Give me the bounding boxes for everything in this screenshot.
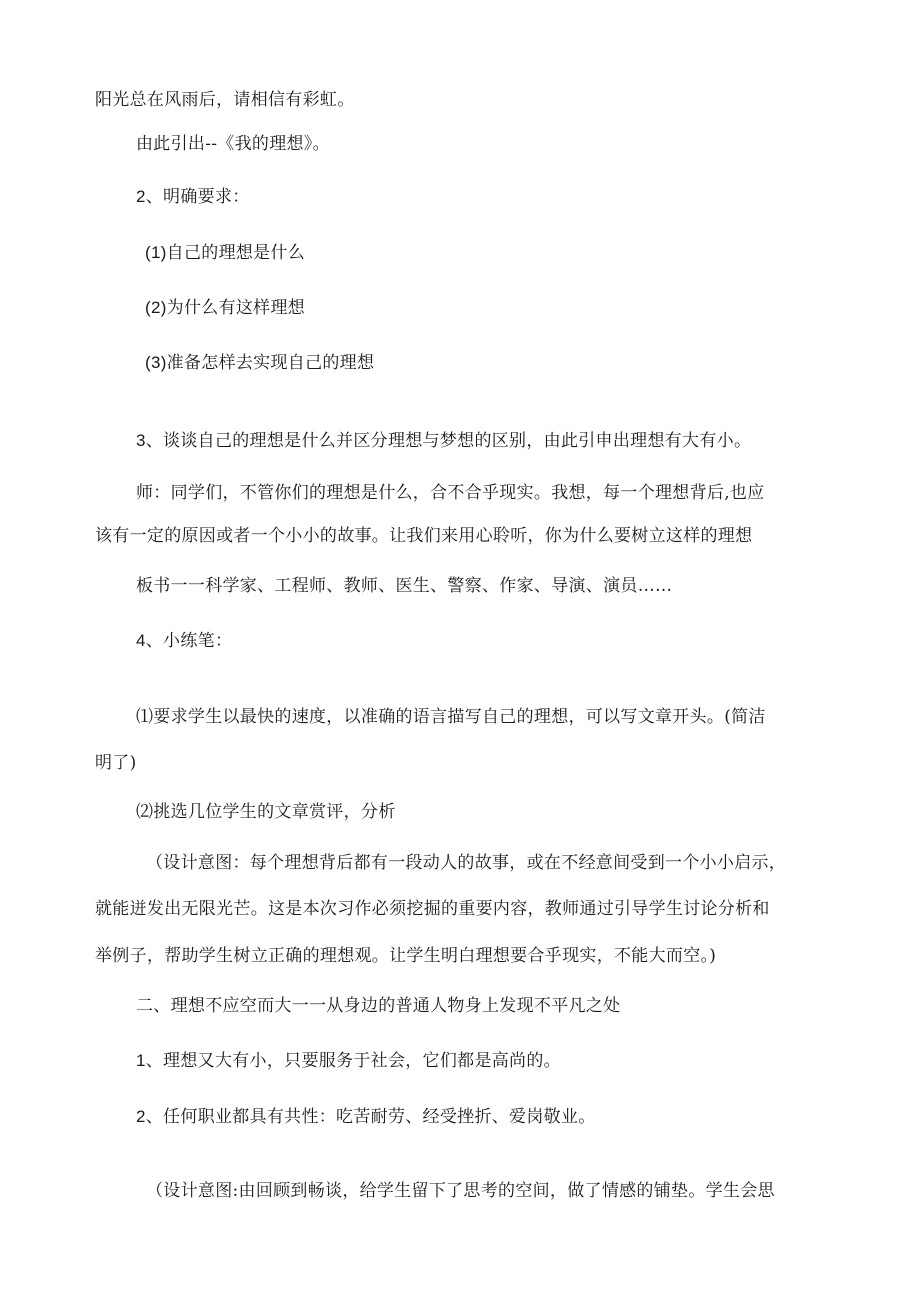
requirement-item-1: (1)自己的理想是什么 (145, 243, 306, 262)
text-line-2: 由此引出--《我的理想》。 (136, 134, 330, 154)
practice-item-2: ⑵挑选几位学生的文章赏评，分析 (136, 802, 396, 822)
practice-item-1: ⑴要求学生以最快的速度，以准确的语言描写自己的理想，可以写文章开头。(简洁 (136, 707, 766, 727)
text-line-teacher-2: 该有一定的原因或者一个小小的故事。让我们来用心聆听，你为什么要树立这样的理想 (95, 526, 753, 546)
section-two-item-2: 2、任何职业都具有共性：吃苦耐劳、经受挫折、爱岗敬业。 (136, 1107, 596, 1126)
text-line-teacher-1: 师：同学们，不管你们的理想是什么，合不合乎现实。我想，每一个理想背后,也应 (136, 483, 765, 503)
section-heading-two: 二、理想不应空而大一一从身边的普通人物身上发现不平凡之处 (136, 996, 621, 1016)
section-two-item-1: 1、理想又大有小，只要服务于社会，它们都是高尚的。 (136, 1051, 561, 1070)
design-intent-1-line-2: 就能迸发出无限光芒。这是本次习作必须挖掘的重要内容，教师通过引导学生讨论分析和 (95, 899, 770, 919)
practice-item-1-cont: 明了) (95, 753, 137, 773)
requirement-item-2: (2)为什么有这样理想 (145, 298, 306, 317)
heading-requirements: 2、明确要求： (136, 187, 250, 206)
heading-discuss: 3、谈谈自己的理想是什么并区分理想与梦想的区别，由此引申出理想有大有小。 (136, 431, 752, 450)
text-line-1: 阳光总在风雨后，请相信有彩虹。 (95, 90, 355, 110)
requirement-item-3: (3)准备怎样去实现自己的理想 (145, 353, 375, 372)
design-intent-1-line-1: （设计意图：每个理想背后都有一段动人的故事，或在不经意间受到一个小小启示， (146, 853, 787, 873)
heading-practice: 4、小练笔： (136, 631, 233, 650)
design-intent-1-line-3: 举例子，帮助学生树立正确的理想观。让学生明白理想要合乎现实，不能大而空。) (95, 946, 717, 966)
text-line-board: 板书一一科学家、工程师、教师、医生、警察、作家、导演、演员…… (136, 576, 673, 596)
design-intent-2-line-1: （设计意图:由回顾到畅谈，给学生留下了思考的空间，做了情感的铺垫。学生会思 (146, 1181, 775, 1201)
